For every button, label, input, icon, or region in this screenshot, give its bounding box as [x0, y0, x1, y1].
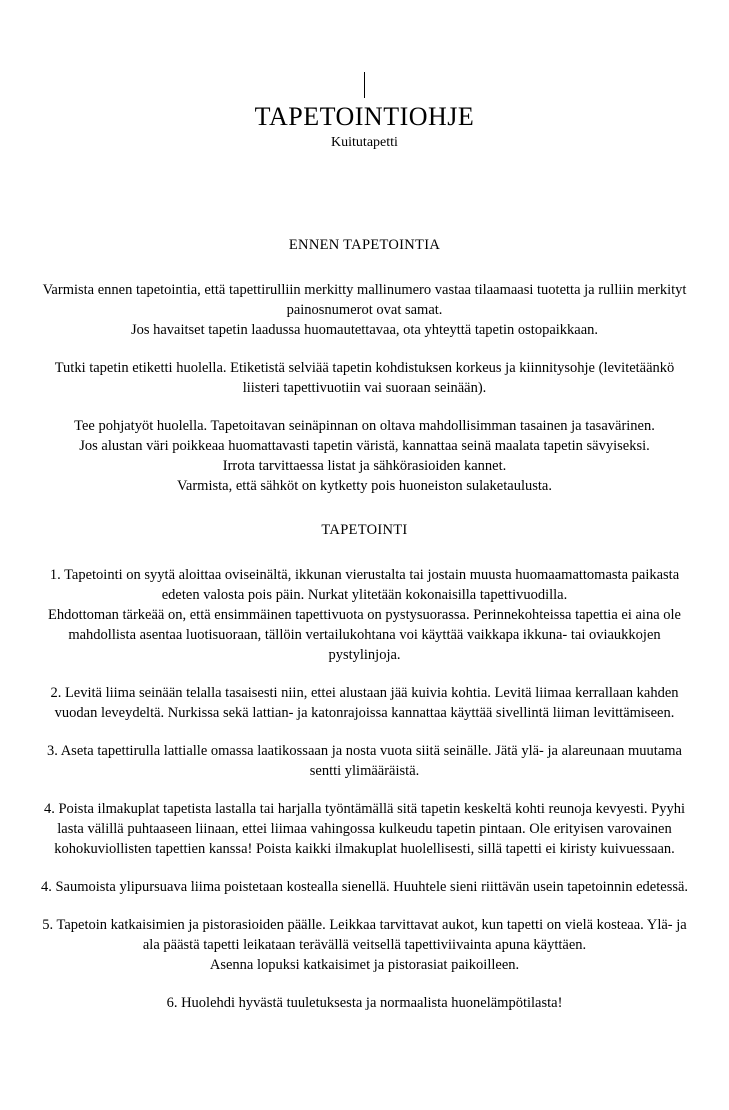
- paragraph: 6. Huolehdi hyvästä tuuletuksesta ja normaalista huonelämpötilasta!: [166, 995, 563, 1011]
- section-heading-ennen-tapetointia: ENNEN TAPETOINTIA: [288, 237, 441, 253]
- paragraph: 2. Levitä liima seinään telalla tasaisesti niin, ettei alustaan jää kuivia kohtia. Levitä liimaa kerrallaan kahden vuodan leveydeltä. Nurkissa sekä lattian- ja katonrajoissa kannattaa käyttää sivellintä liiman levittämiseen.: [50, 685, 679, 721]
- page-title: TAPETOINTIOHJE: [254, 102, 475, 131]
- paragraph: 4. Poista ilmakuplat tapetista lastalla tai harjalla työntämällä sitä tapetin keskeltä kohti reunoja kevyesti. Pyyhi lasta välillä puhtaaseen liinaan, ettei liimaa vahingossa kulkeudu tapetin pintaan. Ole erityisen varovainen kohokuviollisten tapettien kanssa! Poista kaikki ilmakuplat huolellisesti, sillä tapetti ei kiristy kuivuessaan.: [43, 801, 686, 857]
- section-heading-tapetointi: TAPETOINTI: [321, 522, 408, 538]
- paragraph: Tee pohjatyöt huolella. Tapetoitavan seinäpinnan on oltava mahdollisimman tasainen ja tasavärinen. Jos alustan väri poikkeaa huomattavasti tapetin väristä, kannattaa seinä maalata tapetin sävyiseksi. Irrota tarvittaessa listat ja sähkörasioiden kannet. Varmista, että sähköt on kytketty pois huoneiston sulaketaulusta.: [74, 418, 655, 494]
- paragraph: 5. Tapetoin katkaisimien ja pistorasioiden päälle. Leikkaa tarvittavat aukot, kun tapetti on vielä kosteaa. Ylä- ja ala päästä tapetti leikataan terävällä veitsellä tapettiviivainta apuna käyttäen. Asenna lopuksi katkaisimet ja pistorasiat paikoilleen.: [42, 917, 687, 973]
- paragraph: 3. Aseta tapettirulla lattialle omassa laatikossaan ja nosta vuota siitä seinälle. Jätä ylä- ja alareunaan muutama sentti ylimääräistä.: [47, 743, 682, 779]
- page-subtitle: Kuitutapetti: [331, 135, 398, 150]
- paragraph: Tutki tapetin etiketti huolella. Etiketistä selviää tapetin kohdistuksen korkeus ja kiinnitysohje (levitetäänkö liisteri tapettivuotiin vai suoraan seinään).: [54, 360, 675, 396]
- paragraph: 4. Saumoista ylipursuava liima poistetaan kostealla sienellä. Huuhtele sieni riittävän usein tapetoinnin edetessä.: [40, 879, 689, 895]
- paragraph: 1. Tapetointi on syytä aloittaa oviseinältä, ikkunan vierustalta tai jostain muusta huomaamattomasta paikasta edeten valosta pois päin. Nurkat ylitetään kokonaisilla tapettivuodilla. Ehdottoman tärkeää on, että ensimmäinen tapettivuota on pystysuorassa. Perinnekohteissa tapettia ei aina ole mahdollista asentaa luotisuoraan, tällöin vertailukohtana voi käyttää vaikkapa ikkuna- tai oviaukkojen pystylinjoja.: [48, 567, 681, 663]
- text-cursor: [364, 72, 365, 98]
- paragraph: Varmista ennen tapetointia, että tapettirulliin merkitty mallinumero vastaa tilaamaasi tuotetta ja rulliin merkityt painosnumerot ovat samat. Jos havaitset tapetin laadussa huomautettavaa, ota yhteyttä tapetin ostopaikkaan.: [42, 282, 687, 338]
- document-page: [0, 72, 729, 1110]
